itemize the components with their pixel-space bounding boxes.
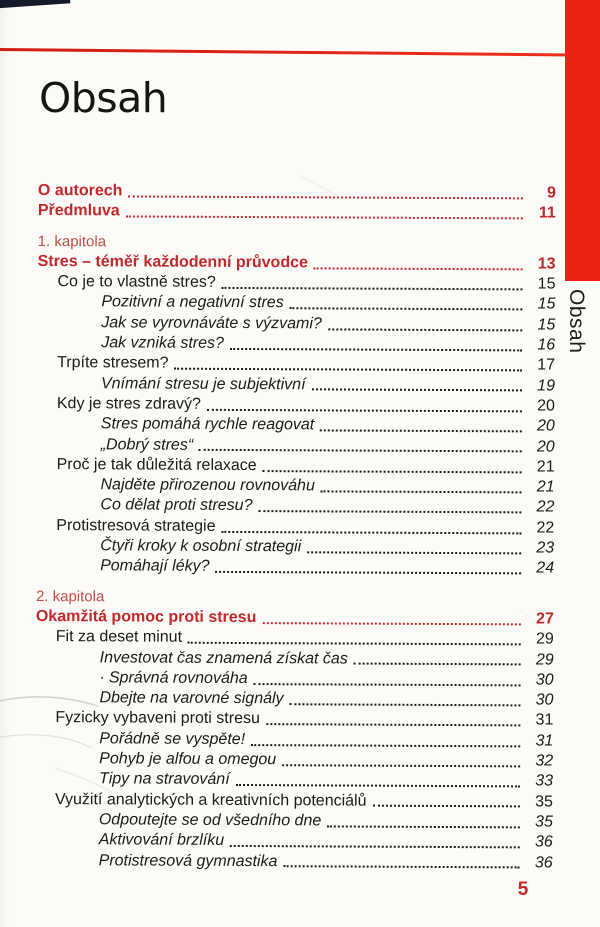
toc-entry-title: Co je to vlastně stres? [57, 273, 216, 292]
dot-leader [321, 490, 522, 493]
toc-entry [37, 353, 555, 376]
dot-leader [266, 723, 520, 726]
dot-leader [373, 805, 520, 808]
toc-entry-title: Stres – téměř každodenní průvodce [37, 252, 308, 272]
toc-entry-page: 13 [537, 255, 556, 273]
top-red-rule [0, 48, 572, 57]
toc-entry-page: 31 [535, 732, 554, 750]
toc-entry [35, 688, 553, 711]
dot-leader [236, 784, 520, 787]
dot-leader [258, 510, 521, 513]
toc-entry-page: 36 [534, 853, 553, 872]
toc-entry-page: 23 [536, 539, 555, 557]
table-of-contents [35, 181, 556, 873]
toc-entry [36, 536, 554, 559]
dot-leader [282, 764, 520, 767]
toc-entry-title: Využití analytických a kreativních potenciálů [54, 790, 367, 810]
toc-entry-page: 33 [535, 772, 554, 790]
toc-entry-page: 16 [537, 336, 556, 354]
toc-entry-title: Proč je tak důležitá relaxace [56, 455, 257, 474]
toc-entry-title: Protistresová strategie [56, 516, 216, 535]
toc-entry [38, 181, 556, 204]
dot-leader [188, 642, 521, 646]
chapter-tab-red-bar [565, 0, 600, 281]
stray-dot-artifact: · [99, 669, 105, 687]
toc-entry [35, 830, 553, 853]
dot-leader [126, 216, 523, 220]
toc-entry-title: Aktivování brzlíku [98, 831, 225, 850]
toc-entry-page: 19 [537, 377, 556, 395]
toc-entry-page: 15 [537, 295, 556, 314]
dot-leader [175, 368, 523, 372]
dot-leader [230, 845, 520, 848]
toc-entry-page: 27 [536, 610, 554, 628]
toc-entry [36, 475, 554, 498]
dot-leader [251, 744, 520, 747]
toc-entry [37, 374, 555, 397]
toc-entry-page: 24 [536, 559, 555, 577]
toc-entry-title: „Dobrý stres“ [100, 435, 194, 454]
toc-entry-title: 2. kapitola [35, 587, 105, 605]
toc-entry [37, 435, 555, 458]
toc-entry-title: Dbejte na varovné signály [99, 689, 284, 708]
toc-entry [37, 455, 555, 478]
toc-entry-title: Protistresová gymnastika [98, 851, 278, 870]
page-title: Obsah [39, 74, 168, 122]
toc-entry-page: 35 [535, 813, 553, 831]
toc-entry [36, 587, 554, 610]
toc-entry [35, 708, 553, 731]
toc-entry [37, 333, 555, 356]
dot-leader [290, 703, 521, 706]
dot-leader [314, 267, 523, 270]
toc-entry [36, 648, 554, 671]
dot-leader [215, 571, 521, 574]
dot-leader [328, 328, 522, 331]
dot-leader [254, 683, 521, 686]
toc-entry-title: Čtyři kroky k osobní strategii [100, 537, 302, 556]
dot-leader [320, 429, 522, 432]
toc-entry [36, 668, 554, 691]
toc-entry [36, 495, 554, 518]
toc-entry [38, 232, 556, 255]
toc-entry [36, 607, 554, 630]
toc-entry-title: Pořádně se vyspěte! [99, 730, 246, 748]
dot-leader [222, 287, 523, 290]
toc-entry-page: 20 [537, 397, 555, 415]
toc-entry-page: 35 [535, 793, 554, 811]
toc-entry-title: Co dělat proti stresu? [100, 496, 253, 515]
toc-entry-title: Jak se vyrovnáváte s výzvami? [101, 314, 322, 333]
toc-entry-title: Tipy na stravování [99, 770, 230, 789]
toc-entry-title: Pohyb je alfou a omegou [99, 750, 277, 769]
toc-entry-title: Předmluva [37, 202, 120, 220]
dot-leader [221, 530, 521, 533]
toc-entry-page: 30 [535, 691, 554, 709]
toc-entry [35, 749, 553, 772]
dot-leader [290, 308, 523, 311]
toc-entry-title: Odpoutejte se od všedního dne [98, 811, 322, 830]
toc-entry [37, 313, 555, 336]
dot-leader [262, 622, 521, 625]
toc-entry-title: Kdy je stres zdravý? [56, 395, 202, 413]
toc-entry-page: 22 [536, 519, 555, 537]
toc-entry-title: Fyzicky vybaveni proti stresu [55, 709, 260, 728]
toc-entry-page: 36 [534, 833, 553, 851]
toc-entry-page: 22 [536, 498, 555, 516]
toc-entry [35, 790, 553, 813]
toc-entry-title: Trpíte stresem? [57, 354, 169, 373]
toc-entry [38, 201, 556, 224]
toc-entry [36, 627, 554, 650]
dot-leader [312, 389, 522, 392]
dot-leader [207, 409, 522, 413]
toc-entry [36, 556, 554, 579]
side-tab-label: Obsah [565, 289, 588, 354]
dot-leader [307, 551, 521, 554]
toc-entry-title: Stres pomáhá rychle reagovat [100, 415, 315, 434]
toc-entry-page: 20 [536, 438, 555, 456]
toc-entry-page: 21 [536, 478, 555, 496]
toc-entry-page: 29 [535, 650, 554, 669]
toc-entry-title: Fit za deset minut [55, 628, 183, 646]
dot-leader [283, 866, 519, 869]
toc-entry [35, 769, 553, 792]
toc-entry [35, 850, 553, 873]
dot-leader [230, 348, 522, 351]
toc-entry-page: 20 [536, 417, 555, 435]
toc-entry [37, 394, 555, 417]
toc-entry-page: 31 [535, 711, 554, 729]
dot-leader [199, 449, 522, 453]
toc-entry-page: 15 [537, 316, 556, 334]
toc-entry-page: 21 [536, 458, 555, 476]
page-number: 5 [517, 879, 529, 900]
toc-entry-page: 9 [546, 184, 556, 202]
toc-entry-title: O autorech [37, 181, 123, 200]
toc-entry-title: Jak vzniká stres? [101, 334, 224, 352]
toc-entry-title: Investovat čas znamená získat čas [99, 648, 348, 668]
dot-leader [354, 663, 521, 666]
toc-entry-title: Okamžitá pomoc proti stresu [35, 607, 257, 627]
toc-entry-page: 32 [535, 752, 554, 770]
toc-entry [38, 252, 556, 275]
toc-entry [36, 516, 554, 539]
dot-leader [128, 195, 523, 199]
toc-entry-title: Správná rovnováha [108, 669, 248, 687]
toc-entry-title: Najděte přirozenou rovnováhu [100, 476, 315, 495]
toc-entry-title: Vnímání stresu je subjektivní [100, 374, 306, 393]
toc-entry-title: Pozitivní a negativní stres [101, 293, 284, 312]
toc-entry [37, 414, 555, 437]
toc-entry-page: 29 [535, 630, 554, 648]
dot-leader [327, 825, 520, 828]
toc-entry [35, 810, 553, 833]
scan-edge-artifact [0, 0, 70, 9]
toc-entry [35, 729, 553, 752]
toc-entry [37, 292, 555, 315]
dot-leader [263, 470, 522, 473]
toc-entry-page: 17 [537, 356, 556, 374]
toc-entry-title: Pomáhají léky? [100, 557, 210, 576]
toc-entry-page: 15 [537, 275, 556, 293]
toc-entry-page: 11 [538, 204, 556, 222]
toc-entry [37, 272, 555, 295]
toc-entry-page: 30 [535, 671, 554, 689]
toc-entry-title: 1. kapitola [37, 232, 107, 250]
